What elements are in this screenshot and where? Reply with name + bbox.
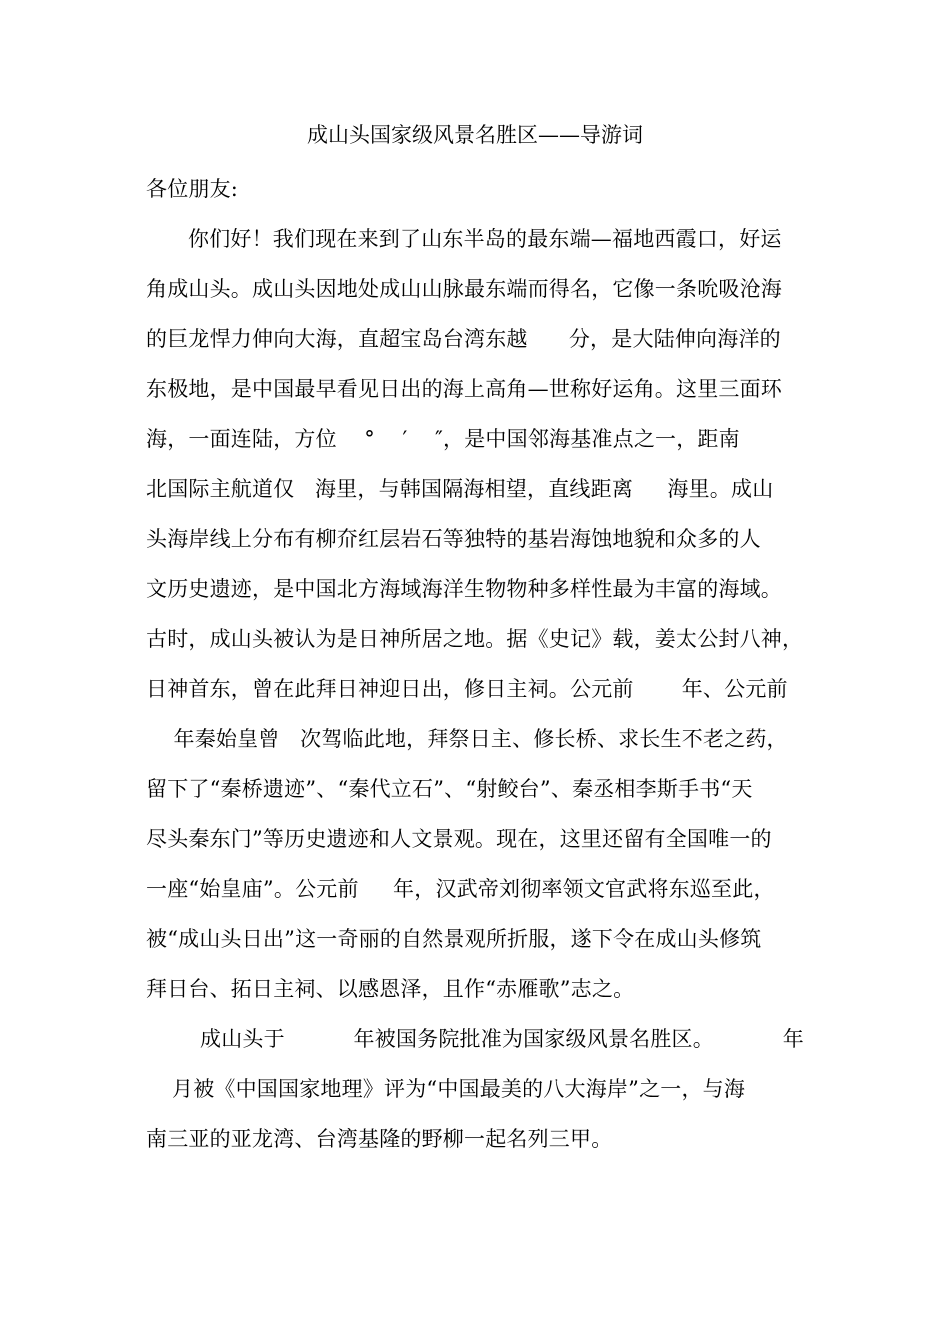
paragraph-1-line: 文历史遗迹，是中国北方海域海洋生物物种多样性最为丰富的海域。 <box>146 577 782 601</box>
paragraph-1-line: 角成山头。成山头因地处成山山脉最东端而得名，它像一条吮吸沧海 <box>146 277 782 301</box>
paragraph-1-line: 年秦始皇曾 次驾临此地，拜祭日主、修长桥、求长生不老之药， <box>146 727 788 751</box>
paragraph-1-line: 的巨龙悍力伸向大海，直超宝岛台湾东越 分，是大陆伸向海洋的 <box>146 327 781 351</box>
paragraph-1-line: 一座“始皇庙”。公元前 年，汉武帝刘彻率领文官武将东巡至此， <box>146 877 775 901</box>
paragraph-1-line: 头海岸线上分布有柳夼红层岩石等独特的基岩海蚀地貌和众多的人 <box>146 527 761 551</box>
paragraph-2-line: 南三亚的亚龙湾、台湾基隆的野柳一起名列三甲。 <box>146 1127 613 1151</box>
paragraph-2-line: 成山头于 年被国务院批准为国家级风景名胜区。 年 <box>200 1027 804 1051</box>
paragraph-1-line: 海，一面连陆，方位 ° ′ ″，是中国邻海基准点之一，距南 <box>146 427 740 451</box>
paragraph-1-line: 东极地，是中国最早看见日出的海上高角—世称好运角。这里三面环 <box>146 377 782 401</box>
paragraph-1-line: 留下了“秦桥遗迹”、“秦代立石”、“射鲛台”、秦丞相李斯手书“天 <box>146 777 753 801</box>
paragraph-1-line: 你们好！我们现在来到了山东半岛的最东端—福地西霞口，好运 <box>188 227 782 251</box>
document-title: 成山头国家级风景名胜区——导游词 <box>307 123 643 147</box>
paragraph-1-line: 拜日台、拓日主祠、以感恩泽，且作“赤雁歌”志之。 <box>146 977 635 1001</box>
paragraph-1-line: 被“成山头日出”这一奇丽的自然景观所折服，遂下令在成山头修筑 <box>146 927 762 951</box>
paragraph-1-line: 日神首东，曾在此拜日神迎日出，修日主祠。公元前 年、公元前 <box>146 677 788 701</box>
paragraph-2-line: 月被《中国国家地理》评为“中国最美的八大海岸”之一，与海 <box>172 1077 746 1101</box>
paragraph-1-line: 北国际主航道仅 海里，与韩国隔海相望，直线距离 海里。成山 <box>146 477 774 501</box>
paragraph-1-line: 古时，成山头被认为是日神所居之地。据《史记》载，姜太公封八神， <box>146 627 804 651</box>
paragraph-1-line: 尽头秦东门”等历史遗迹和人文景观。现在，这里还留有全国唯一的 <box>146 827 772 851</box>
greeting: 各位朋友: <box>146 177 239 201</box>
